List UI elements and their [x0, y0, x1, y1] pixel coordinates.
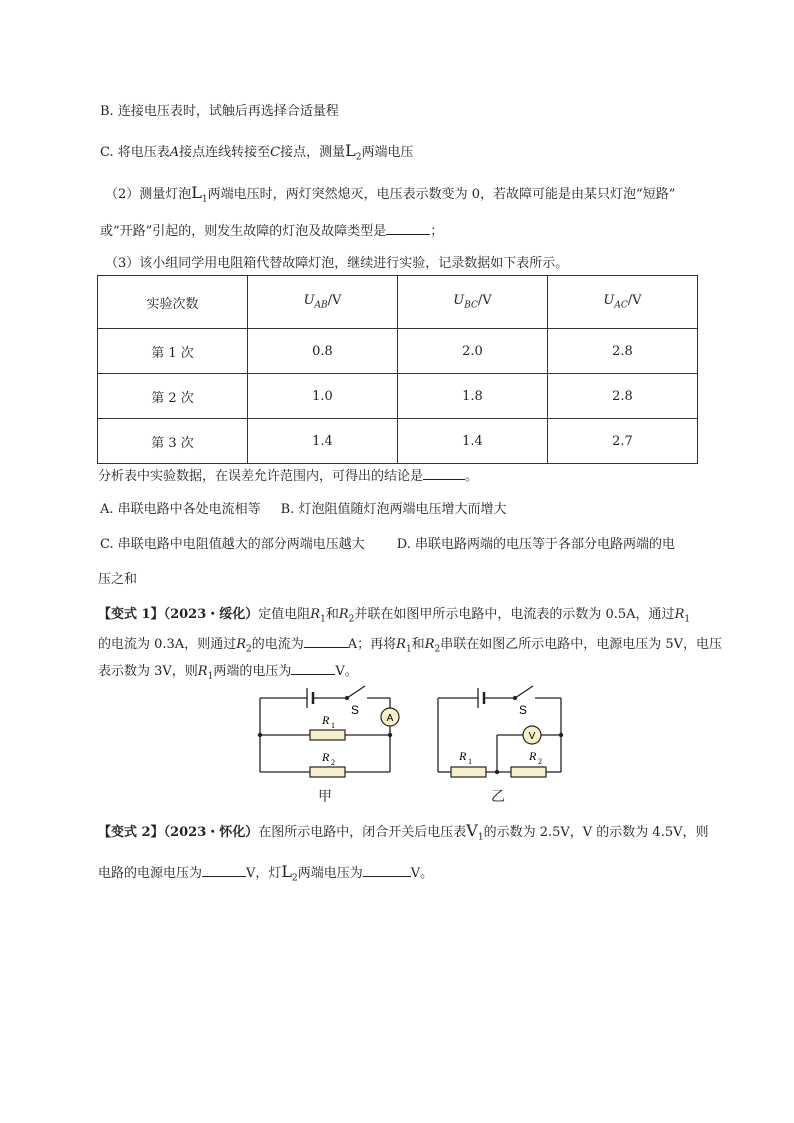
row-label: 第 1 次 — [98, 329, 248, 374]
option-c-top: C. 将电压表A接点连线转接至C接点，测量$L_2$两端电压 — [100, 141, 414, 163]
switch-lever — [515, 686, 533, 698]
resistor-r2 — [310, 767, 345, 777]
header-u-ac: $U_{AC}/V$ — [548, 276, 698, 329]
circuit-diagram-jia — [255, 680, 405, 780]
cell-u-ac: 2.8 — [548, 374, 698, 419]
analysis-options-ab: A. 串联电路中各处电流相等 B. 灯泡阻值随灯泡两端电压增大而增大 — [100, 502, 507, 517]
q2-line1: （2）测量灯泡$L_1$两端电压时，两灯突然熄灭，电压表示数变为 0，若故障可能是由某只灯泡“短路” — [105, 183, 676, 205]
answer-blank[interactable] — [202, 864, 246, 877]
q2-line2: 或“开路”引起的，则发生故障的灯泡及故障类型是 ； — [100, 224, 444, 239]
r2-label: R — [322, 750, 330, 764]
analysis-options-cd: C. 串联电路中电阻值越大的部分两端电压越大 D. 串联电路两端的电压等于各部分电路两端的电 — [100, 537, 675, 552]
variant2-line2: 电路的电源电压为 V，灯$L_2$两端电压为 V。 — [98, 862, 434, 884]
cell-u-ab: 0.8 — [248, 329, 398, 374]
variant1-line3: 表示数为 3V，则$R_1$两端的电压为 V。 — [98, 664, 358, 682]
cell-u-ab: 1.4 — [248, 419, 398, 464]
table-row — [98, 419, 698, 464]
table-row — [98, 329, 698, 374]
table-header-row — [98, 276, 698, 329]
answer-blank[interactable] — [291, 662, 335, 675]
resistor-r1 — [310, 730, 345, 740]
resistor-r1 — [451, 767, 486, 777]
r2-subscript: 2 — [538, 757, 542, 766]
analysis-question: 分析表中实验数据，在误差允许范围内，可得出的结论是 。 — [98, 469, 479, 484]
circuit-diagram-yi — [433, 680, 573, 780]
variant2-line1: 【变式 2】（2023・怀化）在图所示电路中，闭合开关后电压表$V_1$的示数为 2.5V，V 的示数为 4.5V，则 — [98, 821, 709, 843]
cell-u-ac: 2.7 — [548, 419, 698, 464]
header-trial-count: 实验次数 — [98, 276, 248, 329]
answer-blank[interactable] — [386, 222, 430, 235]
q3-line: （3）该小组同学用电阻箱代替故障灯泡，继续进行实验，记录数据如下表所示。 — [105, 256, 569, 271]
answer-blank[interactable] — [423, 467, 465, 480]
option-b-top: B. 连接电压表时，试触后再选择合适量程 — [100, 104, 339, 119]
table-row — [98, 374, 698, 419]
variant1-line2: 的电流为 0.3A，则通过$R_2$的电流为 A；再将$R_1$和$R_2$串联在如图乙所示电路中，电源电压为 5V，电压 — [98, 637, 723, 655]
header-u-ab: $U_{AB}/V$ — [248, 276, 398, 329]
cell-u-ac: 2.8 — [548, 329, 698, 374]
switch-label: S — [351, 703, 360, 717]
analysis-option-d-cont: 压之和 — [98, 572, 138, 587]
cell-u-bc: 2.0 — [398, 329, 548, 374]
header-u-bc: $U_{BC}/V$ — [398, 276, 548, 329]
r1-label: R — [459, 749, 467, 763]
r2-label: R — [529, 749, 537, 763]
caption-jia: 甲 — [318, 789, 332, 805]
resistor-r2 — [511, 767, 546, 777]
data-table — [97, 275, 698, 464]
switch-label: S — [519, 703, 528, 717]
row-label: 第 2 次 — [98, 374, 248, 419]
r1-subscript: 1 — [468, 757, 472, 766]
answer-blank[interactable] — [304, 635, 348, 648]
voltmeter-label: V — [528, 731, 536, 742]
cell-u-bc: 1.4 — [398, 419, 548, 464]
switch-lever — [347, 686, 365, 698]
row-label: 第 3 次 — [98, 419, 248, 464]
r1-label: R — [322, 713, 330, 727]
variant1-line1: 【变式 1】（2023・绥化）定值电阻$R_1$和$R_2$并联在如图甲所示电路中，电流表的示数为 0.5A，通过$R_1$ — [98, 607, 691, 625]
answer-blank[interactable] — [363, 864, 411, 877]
caption-yi: 乙 — [491, 789, 505, 805]
r2-subscript: 2 — [331, 758, 335, 767]
ammeter-label: A — [386, 713, 394, 724]
cell-u-bc: 1.8 — [398, 374, 548, 419]
cell-u-ab: 1.0 — [248, 374, 398, 419]
r1-subscript: 1 — [331, 721, 335, 730]
